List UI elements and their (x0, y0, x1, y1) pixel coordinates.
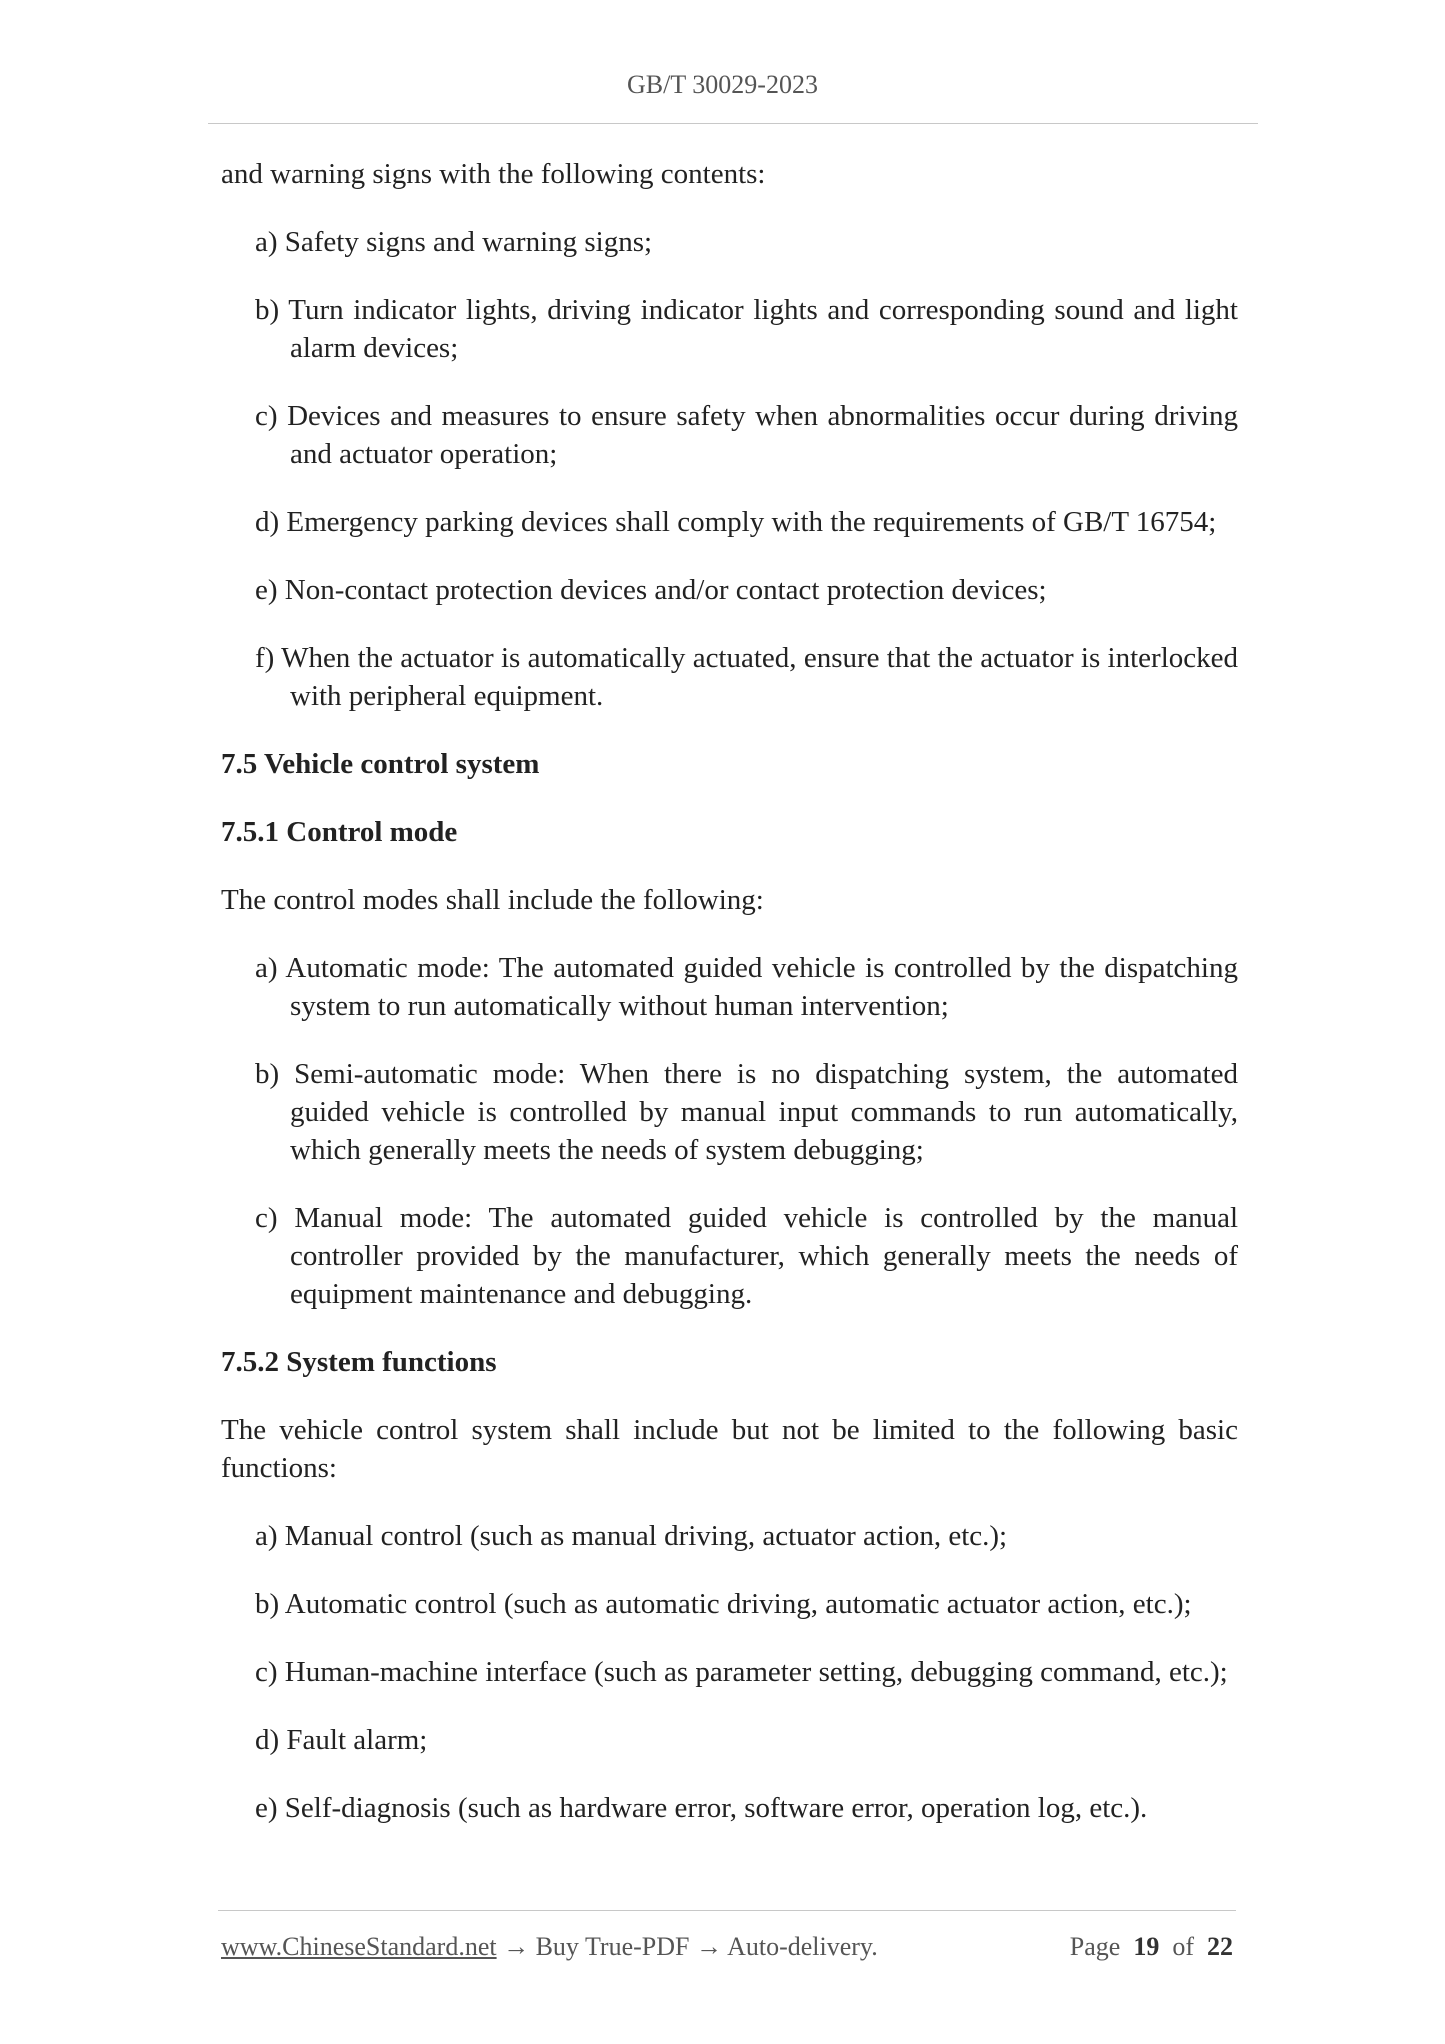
list-item: b) Semi-automatic mode: When there is no dispatching system, the automated guided vehicle is controlled by manual input commands to run automatically, which generally meets the needs of system debugging; (255, 1058, 1238, 1166)
list-item: a) Manual control (such as manual driving, actuator action, etc.); (255, 1520, 1008, 1552)
document-body (221, 155, 1238, 1857)
list-item: b) Automatic control (such as automatic driving, automatic actuator action, etc.); (255, 1588, 1192, 1620)
list-item: e) Non-contact protection devices and/or contact protection devices; (255, 574, 1047, 606)
section-heading-7-5: 7.5 Vehicle control system (221, 748, 540, 780)
section-heading-7-5-1: 7.5.1 Control mode (221, 816, 458, 848)
list-item: d) Emergency parking devices shall comply with the requirements of GB/T 16754; (255, 506, 1217, 538)
page-header-title: GB/T 30029-2023 (627, 70, 818, 99)
auto-delivery-text: Auto-delivery. (727, 1932, 878, 1961)
list-item: a) Automatic mode: The automated guided vehicle is controlled by the dispatching system to run automatically without human intervention; (255, 952, 1238, 1022)
list-item: b) Turn indicator lights, driving indicator lights and corresponding sound and light alarm devices; (255, 294, 1238, 364)
page-indicator (1070, 1932, 1233, 1962)
footer-divider (218, 1910, 1236, 1911)
buy-pdf-text: Buy True-PDF (535, 1932, 690, 1961)
list-item: c) Devices and measures to ensure safety when abnormalities occur during driving and actuator operation; (255, 400, 1238, 470)
list-item: d) Fault alarm; (255, 1724, 428, 1756)
arrow-right-icon: → (696, 1932, 722, 1961)
arrow-right-icon: → (503, 1932, 530, 1961)
list-item: c) Human-machine interface (such as parameter setting, debugging command, etc.); (255, 1656, 1228, 1688)
of-label: of (1172, 1932, 1194, 1961)
control-modes-paragraph: The control modes shall include the following: (221, 884, 764, 916)
intro-paragraph: and warning signs with the following contents: (221, 158, 766, 190)
system-functions-paragraph: The vehicle control system shall include but not be limited to the following basic functions: (221, 1414, 1238, 1484)
list-item: f) When the actuator is automatically actuated, ensure that the actuator is interlocked with peripheral equipment. (255, 642, 1238, 712)
header-divider (208, 123, 1258, 124)
list-item: c) Manual mode: The automated guided vehicle is controlled by the manual controller provided by the manufacturer, which generally meets the needs of equipment maintenance and debugging. (255, 1202, 1238, 1310)
list-item: a) Safety signs and warning signs; (255, 226, 653, 258)
page-label: Page (1069, 1932, 1121, 1961)
current-page-number: 19 (1133, 1932, 1160, 1961)
section-heading-7-5-2: 7.5.2 System functions (221, 1346, 497, 1378)
total-pages-number: 22 (1207, 1932, 1233, 1961)
website-link[interactable]: www.ChineseStandard.net (221, 1932, 497, 1961)
footer-promo (221, 1932, 878, 1962)
list-item: e) Self-diagnosis (such as hardware error, software error, operation log, etc.). (255, 1792, 1148, 1824)
